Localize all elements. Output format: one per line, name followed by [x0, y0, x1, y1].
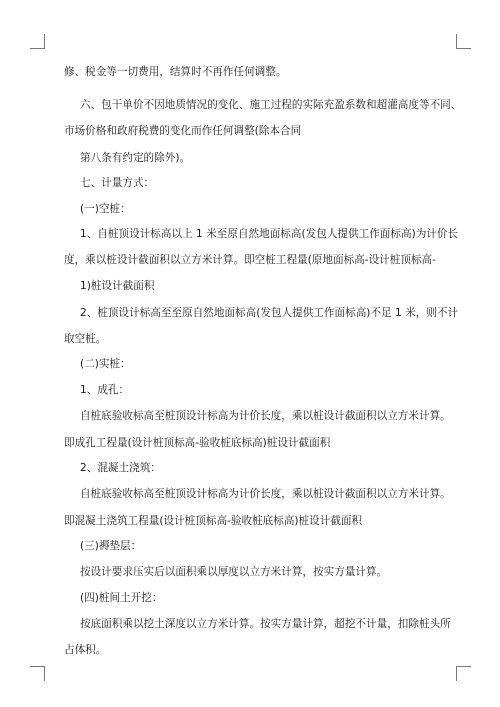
corner-mark-top-right [456, 34, 471, 49]
subsection-heading: (四)桩间土开挖： [80, 592, 163, 604]
subsection-heading: (二)实桩： [80, 358, 131, 370]
corner-mark-bottom-right [456, 666, 471, 681]
paragraph-line: 度，乘以桩设计截面积以立方米计算。即空桩工程量(原地面标高-设计桩顶标高- [64, 254, 436, 266]
paragraph-line: 按底面积乘以挖土深度以立方米计算。按实方量计算，超挖不计量，扣除桩头所 [80, 618, 451, 630]
paragraph-line: 修、税金等一切费用，结算时不再作任何调整。 [64, 66, 287, 78]
paragraph-line: 1)桩设计截面积 [80, 280, 155, 292]
paragraph-line: 即成孔工程量(设计桩顶标高-验收桩底标高)桩设计截面积 [64, 437, 331, 449]
subsection-heading: (一)空桩： [80, 203, 131, 215]
paragraph-line: 2、桩顶设计标高至至原自然地面标高(发包人提供工作面标高)不足 1 米，则不计 [80, 307, 459, 319]
paragraph-line: 市场价格和政府税费的变化而作任何调整(除本合同 [64, 125, 302, 137]
item-heading: 1、成孔： [80, 384, 130, 396]
paragraph-line: 占体积。 [64, 644, 107, 656]
paragraph-line: 自桩底验收标高至桩顶设计标高为计价长度，乘以桩设计截面积以立方米计算。 [80, 488, 451, 500]
item-heading: 2、混凝土浇筑： [80, 462, 161, 474]
corner-mark-bottom-left [30, 666, 45, 681]
corner-mark-top-left [30, 34, 45, 49]
paragraph-line: 即混凝土浇筑工程量(设计桩顶标高-验收桩底标高)桩设计截面积 [64, 515, 363, 527]
paragraph-line: 第八条有约定的除外)。 [80, 152, 191, 164]
subsection-heading: (三)褥垫层： [80, 540, 142, 552]
paragraph-line: 1、自桩顶设计标高以上 1 米至原自然地面标高(发包人提供工作面标高)为计价长 [80, 228, 459, 240]
paragraph-line: 按设计要求压实后以面积乘以厚度以立方米计算，按实方量计算。 [80, 566, 388, 578]
section-heading: 七、计量方式： [80, 177, 155, 189]
paragraph-line: 自桩底验收标高至桩顶设计标高为计价长度，乘以桩设计截面积以立方米计算。 [80, 410, 451, 422]
paragraph-line: 取空桩。 [64, 333, 107, 345]
paragraph-line: 六、包干单价不因地质情况的变化、施工过程的实际充盈系数和超灌高度等不同、 [80, 99, 462, 111]
